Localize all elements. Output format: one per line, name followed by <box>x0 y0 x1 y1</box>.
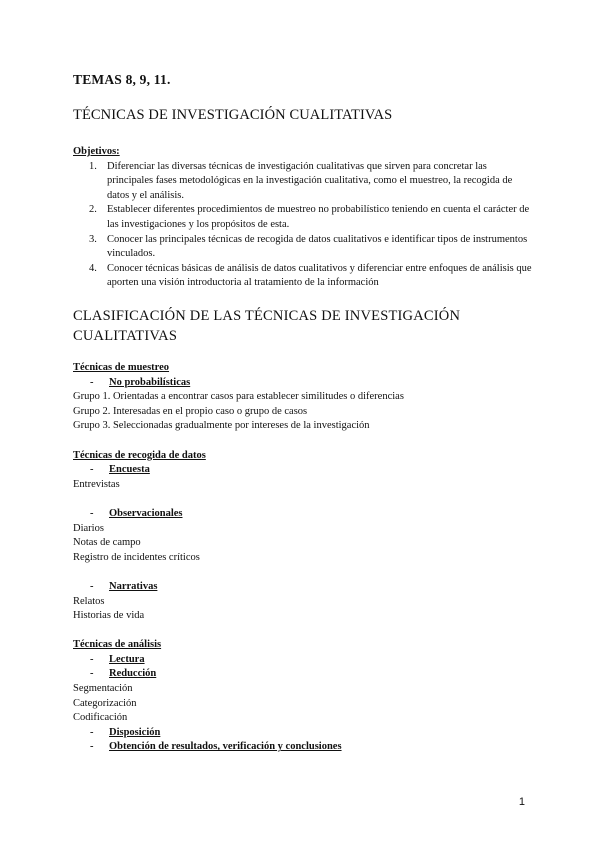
subheading-encuesta <box>73 463 543 478</box>
sampling-heading: Técnicas de muestreo <box>73 362 170 373</box>
page-number: 1 <box>518 796 525 808</box>
objective-text: Diferenciar las diversas técnicas de investigación cualitativas que sirven para concretar las principales fases metodológicas en la investigación cualitativa, como el muestreo, la recogida de datos y el análisis. <box>107 160 513 201</box>
dash-bullet: - <box>90 653 94 665</box>
subheading-label: Reducción <box>109 668 157 680</box>
objective-number: 4. <box>89 262 97 274</box>
objective-number: 2. <box>89 204 97 216</box>
dash-bullet: - <box>90 580 94 592</box>
spacer <box>73 624 543 639</box>
text-line: Notas de campo <box>73 537 141 549</box>
text-line: Grupo 2. Interesadas en el propio caso o grupo de casos <box>73 405 308 417</box>
dash-bullet: - <box>90 741 94 753</box>
subheading-label: Observacionales <box>109 507 183 519</box>
subheading-narrativas <box>73 580 543 595</box>
subheading-label: Lectura <box>109 653 145 665</box>
spacer <box>73 492 543 507</box>
objective-text: Conocer las principales técnicas de recogida de datos cualitativos e identificar tipos de instrumentos vinculados. <box>107 233 528 260</box>
text-line: Grupo 1. Orientadas a encontrar casos para establecer similitudes o diferencias <box>73 391 404 403</box>
subheading-no-probabilisticas <box>73 376 543 391</box>
topics-heading: TEMAS 8, 9, 11. <box>73 72 171 87</box>
text-line: Categorización <box>73 697 137 709</box>
text-line: Segmentación <box>73 683 133 695</box>
page-title: TÉCNICAS DE INVESTIGACIÓN CUALITATIVAS <box>73 107 393 123</box>
subheading-observacionales <box>73 507 543 522</box>
dash-bullet: - <box>90 376 94 388</box>
objective-text: Conocer técnicas básicas de análisis de datos cualitativos y diferenciar entre enfoques de análisis que aporten una visión introductoria al tratamiento de la información <box>107 262 532 289</box>
subheading-label: Encuesta <box>109 464 150 476</box>
subheading-label: Disposición <box>109 726 161 738</box>
objectives-section <box>73 145 533 291</box>
objective-text: Establecer diferentes procedimientos de muestreo no probabilístico teniendo en cuenta el carácter de las investigaciones y los propósitos de esta. <box>107 204 530 230</box>
spacer <box>73 565 543 580</box>
objective-item <box>73 233 533 262</box>
dash-bullet: - <box>90 726 94 738</box>
subheading-reduccion <box>73 667 543 682</box>
classification-title: CLASIFICACIÓN DE LAS TÉCNICAS DE INVESTIGACIÓN CUALITATIVAS <box>73 308 461 344</box>
text-line: Historias de vida <box>73 610 145 622</box>
dash-bullet: - <box>90 507 94 519</box>
text-line: Registro de incidentes críticos <box>73 551 200 563</box>
text-line: Codificación <box>73 712 128 724</box>
objectives-label: Objetivos: <box>73 146 120 157</box>
analysis-heading: Técnicas de análisis <box>73 639 162 651</box>
dash-bullet: - <box>90 668 94 680</box>
objective-number: 3. <box>89 233 97 245</box>
subheading-disposicion <box>73 726 543 741</box>
subheading-label: Narrativas <box>109 580 158 592</box>
objective-number: 1. <box>89 160 97 172</box>
subheading-label: Obtención de resultados, verificación y conclusiones <box>109 741 342 753</box>
text-line: Diarios <box>73 522 104 534</box>
objective-item <box>73 203 533 232</box>
spacer <box>73 434 543 449</box>
objective-item <box>73 262 533 291</box>
classification-body <box>73 361 543 755</box>
subheading-label: No probabilísticas <box>109 376 191 388</box>
dash-bullet: - <box>90 464 94 476</box>
text-line: Grupo 3. Seleccionadas gradualmente por intereses de la investigación <box>73 420 370 432</box>
objective-item <box>73 160 533 204</box>
text-line: Relatos <box>73 595 105 607</box>
subheading-obtencion <box>73 740 543 755</box>
data-collection-heading: Técnicas de recogida de datos <box>73 449 206 461</box>
subheading-lectura <box>73 653 543 668</box>
objectives-list <box>73 160 533 291</box>
text-line: Entrevistas <box>73 478 120 490</box>
